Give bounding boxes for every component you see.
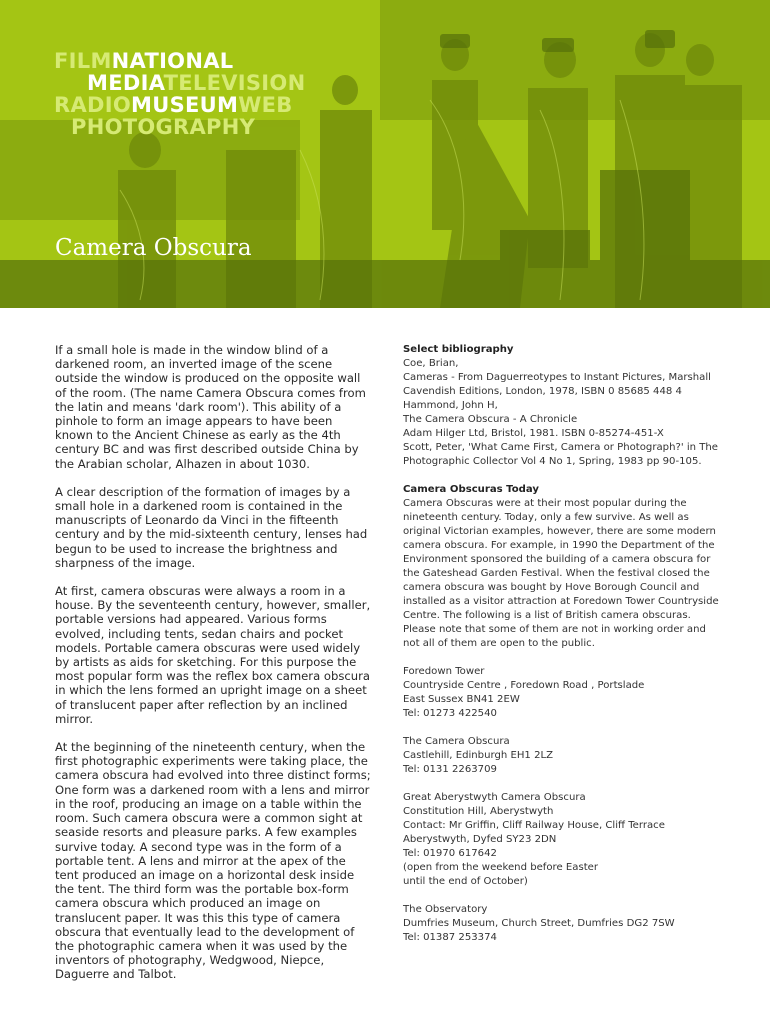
location-foredown-tower [403, 665, 721, 721]
main-text-column [55, 343, 373, 996]
bibliography-line: Photographic Collector Vol 4 No 1, Spring, 1983 pp 90-105. [403, 456, 702, 467]
bibliography-line: The Camera Obscura - A Chronicle [403, 414, 578, 425]
location-line: Tel: 01387 253374 [403, 932, 497, 943]
location-line: Contact: Mr Griffin, Cliff Railway House, Cliff Terrace [403, 820, 665, 831]
location-aberystwyth [403, 791, 721, 889]
location-line: East Sussex BN41 2EW [403, 694, 520, 705]
location-line: Constitution Hill, Aberystwyth [403, 806, 554, 817]
location-line: Dumfries Museum, Church Street, Dumfries DG2 7SW [403, 918, 675, 929]
bibliography-line: Scott, Peter, 'What Came First, Camera or Photograph?' in The [403, 442, 719, 453]
victorian-crowd-illustration [0, 0, 770, 308]
bibliography-line: Hammond, John H, [403, 400, 498, 411]
location-line: Aberystwyth, Dyfed SY23 2DN [403, 834, 557, 845]
bibliography-line: Cameras - From Daguerreotypes to Instant Pictures, Marshall [403, 372, 711, 383]
paragraph-leonardo: A clear description of the formation of images by a small hole in a darkened room is contained in the manuscripts of Leonardo da Vinci in the fifteenth century and by the mid-sixteenth century, lenses had begun to be used to increase the brightness and sharpness of the image. [55, 484, 368, 570]
location-line: Tel: 01970 617642 [403, 848, 497, 859]
camera-obscuras-today-section [403, 483, 721, 651]
header-banner [0, 0, 770, 308]
bibliography-heading: Select bibliography [403, 344, 514, 355]
location-line: Tel: 01273 422540 [403, 708, 497, 719]
location-edinburgh [403, 735, 721, 777]
location-line: The Observatory [403, 904, 488, 915]
logo-row-1: FILMNATIONAL [54, 49, 234, 73]
location-dumfries [403, 903, 721, 945]
location-line: Castlehill, Edinburgh EH1 2LZ [403, 750, 554, 761]
location-line: Foredown Tower [403, 666, 485, 677]
bibliography-line: Adam Hilger Ltd, Bristol, 1981. ISBN 0-85274-451-X [403, 428, 664, 439]
paragraph-portable-forms: At first, camera obscuras were always a room in a house. By the seventeenth century, however, smaller, portable versions had appeared. Various forms evolved, including tents, sedan chairs and pocket models. Portable camera obscuras were used widely by artists as aids for sketching. For this purpose the most popular form was the reflex box camera obscura in which the lens formed an upright image on a sheet of translucent paper after reflection by an inclined mirror. [55, 584, 371, 726]
bibliography-section [403, 343, 721, 469]
location-line: until the end of October) [403, 876, 528, 887]
location-line: Great Aberystwyth Camera Obscura [403, 792, 586, 803]
location-line: The Camera Obscura [403, 736, 510, 747]
bibliography-line: Cavendish Editions, London, 1978, ISBN 0 85685 448 4 [403, 386, 682, 397]
location-line: (open from the weekend before Easter [403, 862, 599, 873]
today-paragraph: Camera Obscuras were at their most popular during the nineteenth century. Today, only a few survive. As well as original Victorian examples, however, there are some modern camera obscura. For example, in 1990 the Department of the Environment sponsored the building of a camera obscura for the Gateshead Garden Festival. When the festival closed the camera obscura was bought by Hove Borough Council and installed as a visitor attraction at Foredown Tower Countryside Centre. The following is a list of British camera obscuras. Please note that some of them are not in working order and not all of them are open to the public. [403, 498, 719, 649]
logo-row-2: MEDIATELEVISION [87, 71, 306, 95]
paragraph-pinhole-history: If a small hole is made in the window blind of a darkened room, an inverted image of the scene outside the window is produced on the opposite wall of the room. (The name Camera Obscura comes from the latin and means 'dark room'). This ability of a pinhole to form an image appears to have been known to the Ancient Chinese as early as the 4th century BC and was first described outside China by the Arabian scholar, Alhazen in about 1030. [55, 343, 366, 471]
logo-row-3: RADIOMUSEUMWEB [54, 93, 293, 117]
museum-logo [54, 50, 305, 138]
bibliography-line: Coe, Brian, [403, 358, 459, 369]
paragraph-nineteenth-century: At the beginning of the nineteenth century, when the first photographic experiments were taking place, the camera obscura had evolved into three distinct forms; One form was a darkened room with a lens and mirror in the roof, producing an image on a table within the room. Such camera obscura were a common sight at seaside resorts and pleasure parks. A few examples survive today. A second type was in the form of a portable tent. A lens and mirror at the apex of the tent produced an image on a horizontal desk inside the tent. The third form was the portable box-form camera obscura which produced an image on translucent paper. It was this this type of camera obscura that eventually lead to the development of the photographic camera when it was used by the inventors of photography, Wedgwood, Niepce, Daguerre and Talbot. [55, 740, 371, 982]
location-line: Tel: 0131 2263709 [403, 764, 497, 775]
logo-row-4: PHOTOGRAPHY [71, 115, 256, 139]
sidebar-column [403, 343, 721, 959]
page-title: Camera Obscura [55, 235, 252, 261]
today-heading: Camera Obscuras Today [403, 484, 539, 495]
location-line: Countryside Centre , Foredown Road , Portslade [403, 680, 645, 691]
